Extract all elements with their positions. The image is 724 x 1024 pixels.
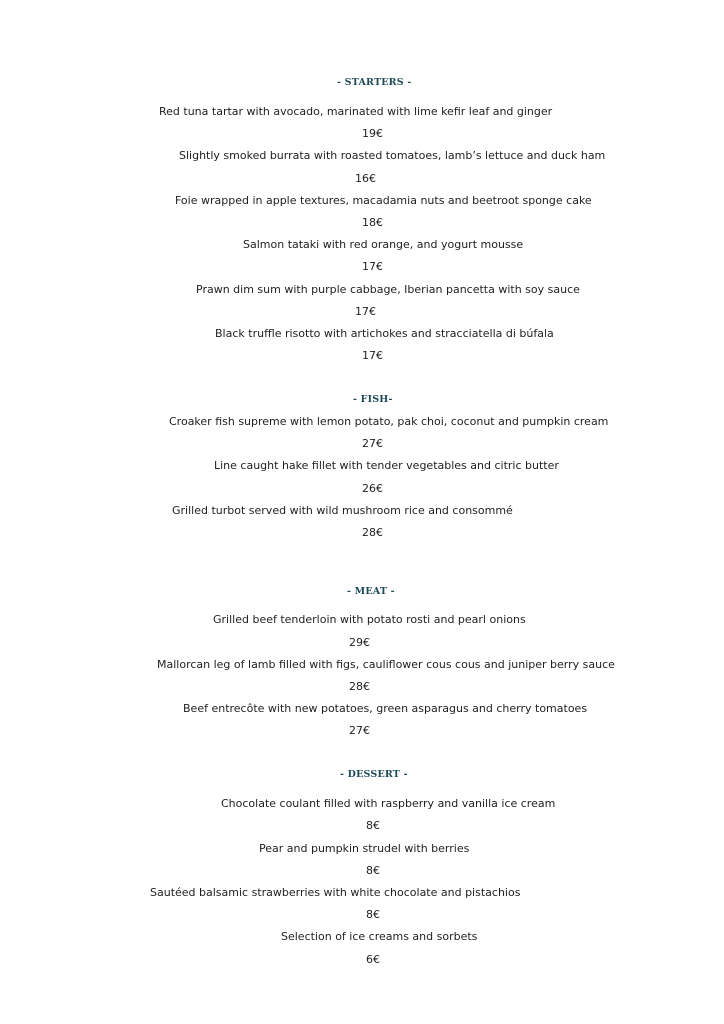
starter-item-price: 17€ bbox=[355, 305, 376, 318]
meat-item-name: Beef entrecôte with new potatoes, green asparagus and cherry tomatoes bbox=[183, 702, 588, 715]
starter-item-name: Slightly smoked burrata with roasted tomatoes, lamb’s lettuce and duck ham bbox=[179, 149, 606, 162]
fish-item-price: 28€ bbox=[362, 526, 383, 539]
dessert-item-name: Pear and pumpkin strudel with berries bbox=[259, 842, 470, 855]
dessert-item-name: Chocolate coulant filled with raspberry and vanilla ice cream bbox=[221, 797, 556, 810]
dessert-item-price: 8€ bbox=[366, 819, 380, 832]
dessert-item-price: 8€ bbox=[366, 908, 380, 921]
meat-item-name: Mallorcan leg of lamb filled with figs, cauliflower cous cous and juniper berry sauce bbox=[157, 658, 615, 671]
dessert-item-name: Selection of ice creams and sorbets bbox=[281, 930, 478, 943]
meat-item-price: 27€ bbox=[349, 724, 370, 737]
fish-item-name: Croaker fish supreme with lemon potato, pak choi, coconut and pumpkin cream bbox=[169, 415, 609, 428]
starter-item-price: 17€ bbox=[362, 260, 383, 273]
starter-item-name: Prawn dim sum with purple cabbage, Iberian pancetta with soy sauce bbox=[196, 283, 580, 296]
starter-item-name: Black truffle risotto with artichokes and stracciatella di búfala bbox=[215, 327, 554, 340]
dessert-item-price: 8€ bbox=[366, 864, 380, 877]
fish-item-price: 26€ bbox=[362, 482, 383, 495]
meat-item-price: 29€ bbox=[349, 636, 370, 649]
starter-item-price: 16€ bbox=[355, 172, 376, 185]
dessert-item-name: Sautéed balsamic strawberries with white chocolate and pistachios bbox=[150, 886, 521, 899]
starter-item-name: Red tuna tartar with avocado, marinated with lime kefir leaf and ginger bbox=[159, 105, 553, 118]
fish-item-name: Line caught hake fillet with tender vegetables and citric butter bbox=[214, 459, 559, 472]
meat-heading: - MEAT - bbox=[347, 586, 395, 597]
dessert-heading: - DESSERT - bbox=[340, 769, 408, 780]
starter-item-price: 19€ bbox=[362, 127, 383, 140]
starter-item-name: Salmon tataki with red orange, and yogurt mousse bbox=[243, 238, 524, 251]
dessert-item-price: 6€ bbox=[366, 953, 380, 966]
starters-heading: - STARTERS - bbox=[337, 77, 412, 88]
fish-item-price: 27€ bbox=[362, 437, 383, 450]
starter-item-name: Foie wrapped in apple textures, macadamia nuts and beetroot sponge cake bbox=[175, 194, 592, 207]
meat-item-name: Grilled beef tenderloin with potato rosti and pearl onions bbox=[213, 613, 526, 626]
starter-item-price: 18€ bbox=[362, 216, 383, 229]
starter-item-price: 17€ bbox=[362, 349, 383, 362]
fish-heading: - FISH- bbox=[353, 394, 393, 405]
fish-item-name: Grilled turbot served with wild mushroom rice and consommé bbox=[172, 504, 513, 517]
meat-item-price: 28€ bbox=[349, 680, 370, 693]
